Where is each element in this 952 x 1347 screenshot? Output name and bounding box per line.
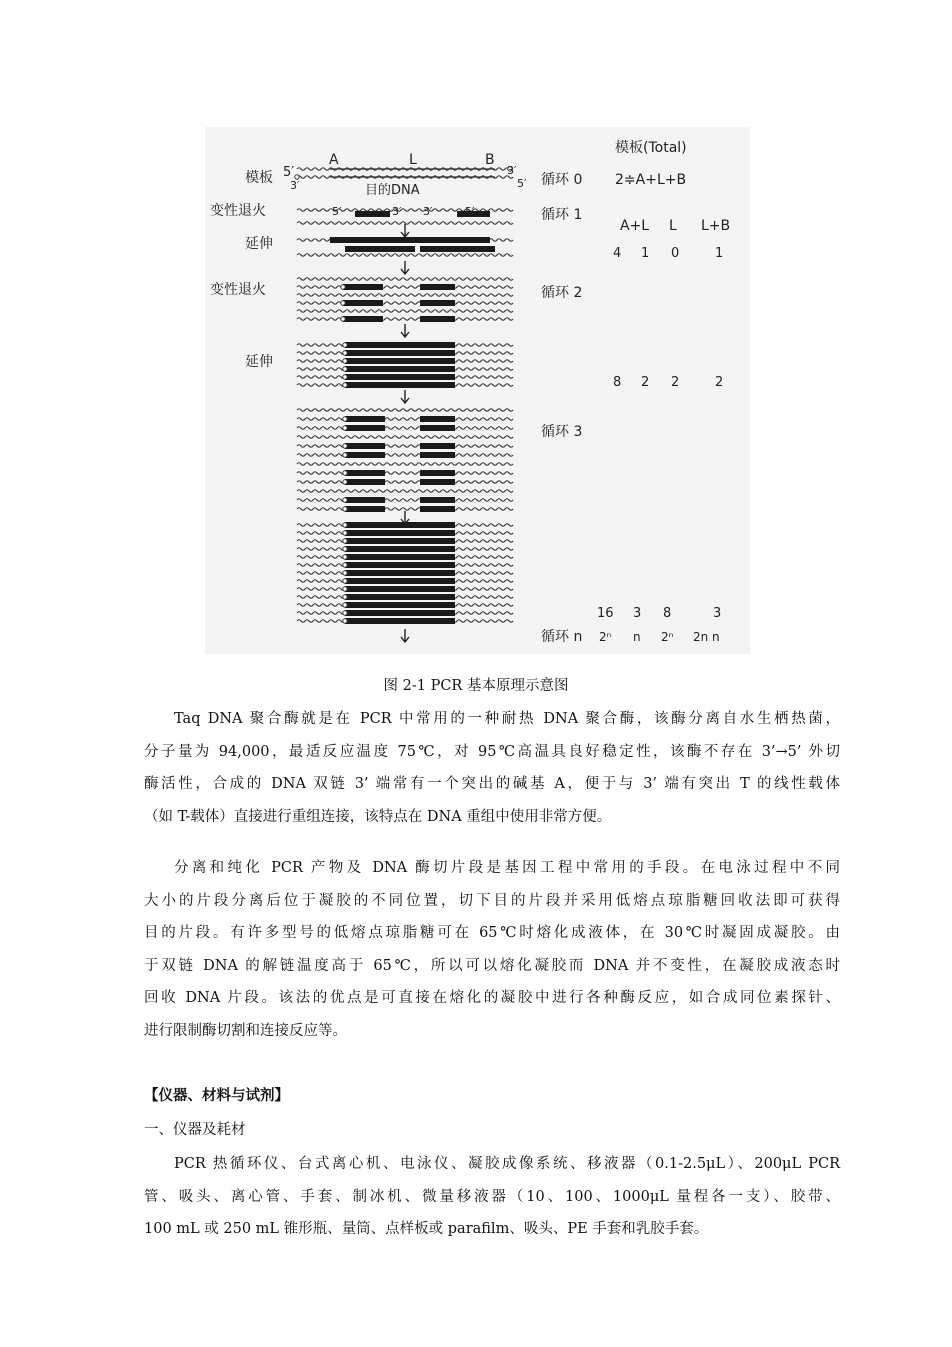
cn-end-4 — [343, 555, 347, 559]
c3-bar-left-8 — [345, 479, 385, 485]
c3-bar-left-5 — [345, 452, 385, 458]
c2-bar-left-1 — [343, 284, 383, 290]
table-r3-c3: 8 — [663, 606, 672, 621]
cn-end-11 — [343, 611, 347, 615]
c2-end-3 — [341, 301, 345, 305]
e2-bar-0 — [345, 342, 455, 348]
p2-line-1: 分离和纯化 PCR 产物及 DNA 酶切片段是基因工程中常用的手段。在电泳过程中不同 — [174, 860, 840, 876]
primer-5-left: 5′ — [332, 205, 342, 218]
table-n-c4: 2n n — [693, 630, 720, 644]
region-l: L — [409, 152, 417, 168]
c3-bar-right-1 — [420, 416, 455, 422]
cn-bar-5 — [345, 562, 455, 568]
cn-bar-8 — [345, 586, 455, 592]
table-r1-c3: 0 — [671, 246, 680, 261]
table-r1-c2: 1 — [641, 246, 650, 261]
e2-bar-2 — [345, 358, 455, 364]
cycle-3-label: 循环 3 — [541, 424, 583, 440]
c2-end-1 — [341, 285, 345, 289]
e2-bar-3 — [345, 366, 455, 372]
c3-end-10 — [343, 498, 347, 502]
c3-end-5 — [343, 453, 347, 457]
c1-primer-left — [355, 211, 390, 217]
table-col-al: A+L — [620, 218, 650, 234]
table-n-c1: 2ⁿ — [599, 630, 612, 644]
c3-bar-right-11 — [420, 506, 455, 512]
c3-bar-right-8 — [420, 479, 455, 485]
table-r2-c2: 2 — [641, 375, 650, 390]
cn-bar-7 — [345, 578, 455, 584]
c2-bar-right-3 — [420, 300, 455, 306]
c3-bar-right-7 — [420, 470, 455, 476]
table-col-lb: L+B — [701, 218, 731, 234]
p1-line-1: Taq DNA 聚合酶就是在 PCR 中常用的一种耐热 DNA 聚合酶，该酶分离自水生栖热菌， — [174, 711, 840, 727]
c2-end-5 — [341, 317, 345, 321]
label-denature-2: 变性退火 — [210, 282, 266, 298]
region-a: A — [329, 152, 339, 168]
table-r1-c4: 1 — [715, 246, 724, 261]
cn-end-1 — [343, 531, 347, 535]
cycle-2-label: 循环 2 — [541, 285, 583, 301]
p1-line-3: 酶活性，合成的 DNA 双链 3’ 端常有一个突出的碱基 A，便于与 3’ 端有突出 T 的线性载体 — [144, 776, 840, 793]
cn-bar-1 — [345, 530, 455, 536]
p2-line-4: 于双链 DNA 的解链温度高于 65℃，所以可以熔化凝胶而 DNA 并不变性，在凝胶成液态时 — [144, 957, 840, 974]
cn-end-2 — [343, 539, 347, 543]
cn-end-9 — [343, 595, 347, 599]
primer-5-right: 5′ — [465, 205, 475, 218]
pcr-diagram-svg — [205, 127, 750, 654]
p2-line-3: 目的片段。有许多型号的低熔点琼脂糖可在 65℃时熔化成液体，在 30℃时凝固成凝胶。由 — [144, 925, 840, 942]
section-heading: 【仪器、材料与试剂】 — [144, 1087, 289, 1104]
p3-line-2: 管、吸头、离心管、手套、制冰机、微量移液器（10、100、1000μL 量程各一支）、胶带、 — [144, 1188, 840, 1205]
c3-end-1 — [343, 417, 347, 421]
cn-end-3 — [343, 547, 347, 551]
c2-bar-right-5 — [420, 316, 455, 322]
p2-line-2: 大小的片段分离后位于凝胶的不同位置，切下目的片段并采用低熔点琼脂糖回收法即可获得 — [144, 892, 840, 909]
region-b: B — [485, 152, 495, 168]
label-extend-2: 延伸 — [245, 354, 273, 370]
cn-end-5 — [343, 563, 347, 567]
e2-bar-4 — [345, 374, 455, 380]
cn-end-10 — [343, 603, 347, 607]
c3-bar-left-2 — [345, 425, 385, 431]
cn-bar-3 — [345, 546, 455, 552]
end-5-top-left: 5′ — [283, 165, 295, 180]
p3-line-3: 100 mL 或 250 mL 锥形瓶、量筒、点样板或 parafilm、吸头、PE 手套和乳胶手套。 — [144, 1221, 709, 1238]
c3-end-11 — [343, 507, 347, 511]
cn-end-8 — [343, 587, 347, 591]
p1-line-4: （如 T-载体）直接进行重组连接，该特点在 DNA 重组中使用非常方便。 — [144, 808, 612, 825]
cycle-1-label: 循环 1 — [541, 207, 583, 223]
c3-bar-left-4 — [345, 443, 385, 449]
p1-line-2: 分子量为 94,000，最适反应温度 75℃，对 95℃高温具良好稳定性，该酶不存在 3’→5’ 外切 — [144, 743, 840, 760]
table-r3-c4: 3 — [713, 606, 722, 621]
e2-bar-1 — [345, 350, 455, 356]
c3-bar-right-2 — [420, 425, 455, 431]
subsection-heading: 一、仪器及耗材 — [144, 1122, 246, 1138]
p2-line-6: 进行限制酶切割和连接反应等。 — [144, 1022, 347, 1039]
label-template: 模板 — [245, 170, 273, 186]
c3-end-8 — [343, 480, 347, 484]
cn-bar-0 — [345, 522, 455, 528]
label-denature-1: 变性退火 — [210, 203, 266, 219]
cn-end-0 — [343, 523, 347, 527]
cycle-n-label: 循环 n — [541, 629, 583, 645]
table-r2-c3: 2 — [671, 375, 680, 390]
cn-bar-12 — [345, 618, 455, 624]
cn-bar-10 — [345, 602, 455, 608]
e2-end-2 — [343, 359, 347, 363]
label-extend-1: 延伸 — [245, 236, 273, 252]
primer-3-right: 3′ — [423, 205, 433, 218]
c3-bar-left-10 — [345, 497, 385, 503]
table-col-l: L — [669, 218, 677, 234]
p2-line-5: 回收 DNA 片段。该法的优点是可直接在熔化的凝胶中进行各种酶反应，如合成同位素探针、 — [144, 990, 840, 1007]
e2-end-4 — [343, 375, 347, 379]
cn-bar-6 — [345, 570, 455, 576]
cn-end-6 — [343, 571, 347, 575]
paragraph-purification — [144, 852, 840, 1048]
cycle-0-label: 循环 0 — [541, 172, 583, 188]
e1-new-bottom-a — [345, 246, 415, 252]
pcr-diagram — [205, 127, 750, 654]
table-r3-c1: 16 — [597, 606, 614, 621]
c3-bar-left-11 — [345, 506, 385, 512]
c2-bar-right-1 — [420, 284, 455, 290]
table-r3-c2: 3 — [633, 606, 642, 621]
c3-bar-right-5 — [420, 452, 455, 458]
end-3-top-right: 3′ — [507, 164, 517, 177]
figure-caption: 图 2-1 PCR 基本原理示意图 — [383, 678, 569, 694]
c3-bar-right-10 — [420, 497, 455, 503]
cn-bar-4 — [345, 554, 455, 560]
table-r1-c1: 4 — [613, 246, 622, 261]
target-dna-label: 目的DNA — [365, 183, 420, 198]
e1-new-bottom-b — [420, 246, 495, 252]
c3-bar-left-7 — [345, 470, 385, 476]
table-r2-c1: 8 — [613, 375, 622, 390]
p3-line-1: PCR 热循环仪、台式离心机、电泳仪、凝胶成像系统、移液器（0.1-2.5μL）、200μL PCR — [174, 1156, 840, 1172]
e1-new-top — [330, 237, 490, 243]
e2-end-1 — [343, 351, 347, 355]
c2-bar-left-5 — [343, 316, 383, 322]
e2-end-0 — [343, 343, 347, 347]
c3-end-7 — [343, 471, 347, 475]
cn-bar-9 — [345, 594, 455, 600]
e2-end-3 — [343, 367, 347, 371]
cn-end-12 — [343, 619, 347, 623]
c3-end-4 — [343, 444, 347, 448]
e2-end-5 — [343, 383, 347, 387]
cn-bar-11 — [345, 610, 455, 616]
c3-end-2 — [343, 426, 347, 430]
end-5-bottom-right: 5′ — [517, 177, 527, 190]
end-3-bottom-left: 3′ — [290, 179, 300, 192]
paragraph-taq — [144, 703, 840, 833]
c3-bar-left-1 — [345, 416, 385, 422]
paragraph-instruments — [144, 1148, 840, 1246]
e2-bar-5 — [345, 382, 455, 388]
table-formula: 2≑A+L+B — [615, 172, 687, 188]
c2-bar-left-3 — [343, 300, 383, 306]
table-r2-c4: 2 — [715, 375, 724, 390]
table-header: 模板(Total) — [615, 140, 687, 156]
c3-bar-right-4 — [420, 443, 455, 449]
table-n-c3: 2ⁿ — [661, 630, 674, 644]
table-n-c2: n — [633, 630, 641, 644]
cn-bar-2 — [345, 538, 455, 544]
primer-3-left: 3′ — [392, 205, 402, 218]
cn-end-7 — [343, 579, 347, 583]
